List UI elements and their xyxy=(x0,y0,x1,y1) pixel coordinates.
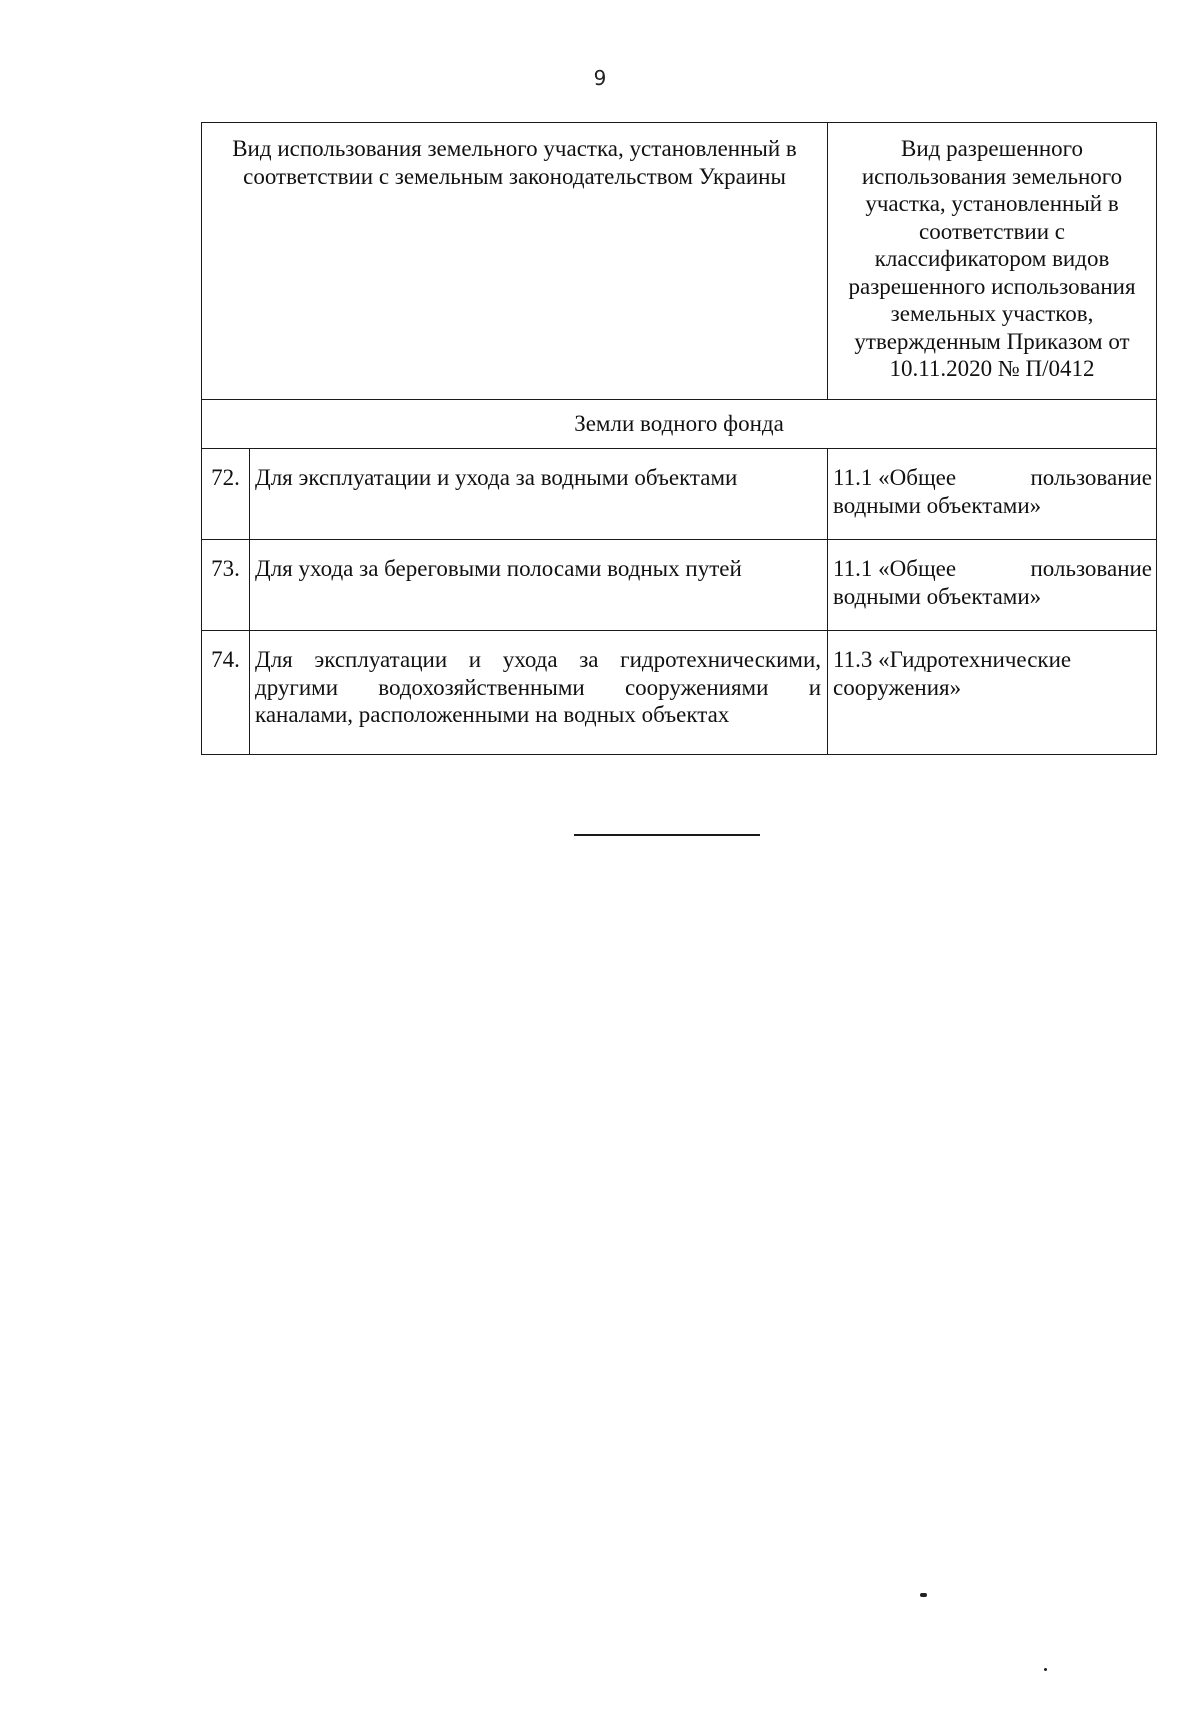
classifier-code: 11.1 «Общее xyxy=(833,556,957,581)
classifier-word: пользование xyxy=(1030,556,1153,581)
header-permitted-use-type: Вид разрешенного использования земельного участка, установленный в соответствии с классификатором видов разрешенного использования земельных участков, утвержденным Приказом от 10.11.2020 № П/0412 xyxy=(828,123,1157,400)
table-row xyxy=(202,449,1157,540)
header-land-use-type: Вид использования земельного участка, установленный в соответствии с земельным законодательством Украины xyxy=(202,123,828,400)
scan-artifact xyxy=(920,1593,927,1597)
classifier-line xyxy=(833,555,1152,583)
classifier-line-2: водными объектами» xyxy=(833,583,1042,609)
classifier-line: 11.3 «Гидротехнические xyxy=(833,647,1072,672)
table-row xyxy=(202,540,1157,631)
row-description: Для ухода за береговыми полосами водных путей xyxy=(250,540,828,631)
page-number: 9 xyxy=(593,66,607,90)
row-number: 74. xyxy=(202,631,250,755)
row-number: 73. xyxy=(202,540,250,631)
row-description: Для эксплуатации и ухода за водными объектами xyxy=(250,449,828,540)
row-description: Для эксплуатации и ухода за гидротехническими, другими водохозяйственными сооружениями и каналами, расположенными на водных объектах xyxy=(250,631,828,755)
section-row xyxy=(202,400,1157,449)
row-classifier xyxy=(828,540,1157,631)
classifier-word: пользование xyxy=(1030,465,1153,490)
row-classifier xyxy=(828,631,1157,755)
classifier-code: 11.1 «Общее xyxy=(833,465,957,490)
classifier-line-2: сооружения» xyxy=(833,674,962,700)
scan-artifact xyxy=(1044,1668,1047,1671)
land-use-table xyxy=(201,122,1157,755)
classifier-line xyxy=(833,464,1152,492)
section-title: Земли водного фонда xyxy=(202,400,1157,449)
row-number: 72. xyxy=(202,449,250,540)
end-of-document-rule xyxy=(574,834,760,836)
classifier-line-2: водными объектами» xyxy=(833,492,1042,518)
table-row xyxy=(202,631,1157,755)
table-header-row xyxy=(202,123,1157,400)
row-classifier xyxy=(828,449,1157,540)
